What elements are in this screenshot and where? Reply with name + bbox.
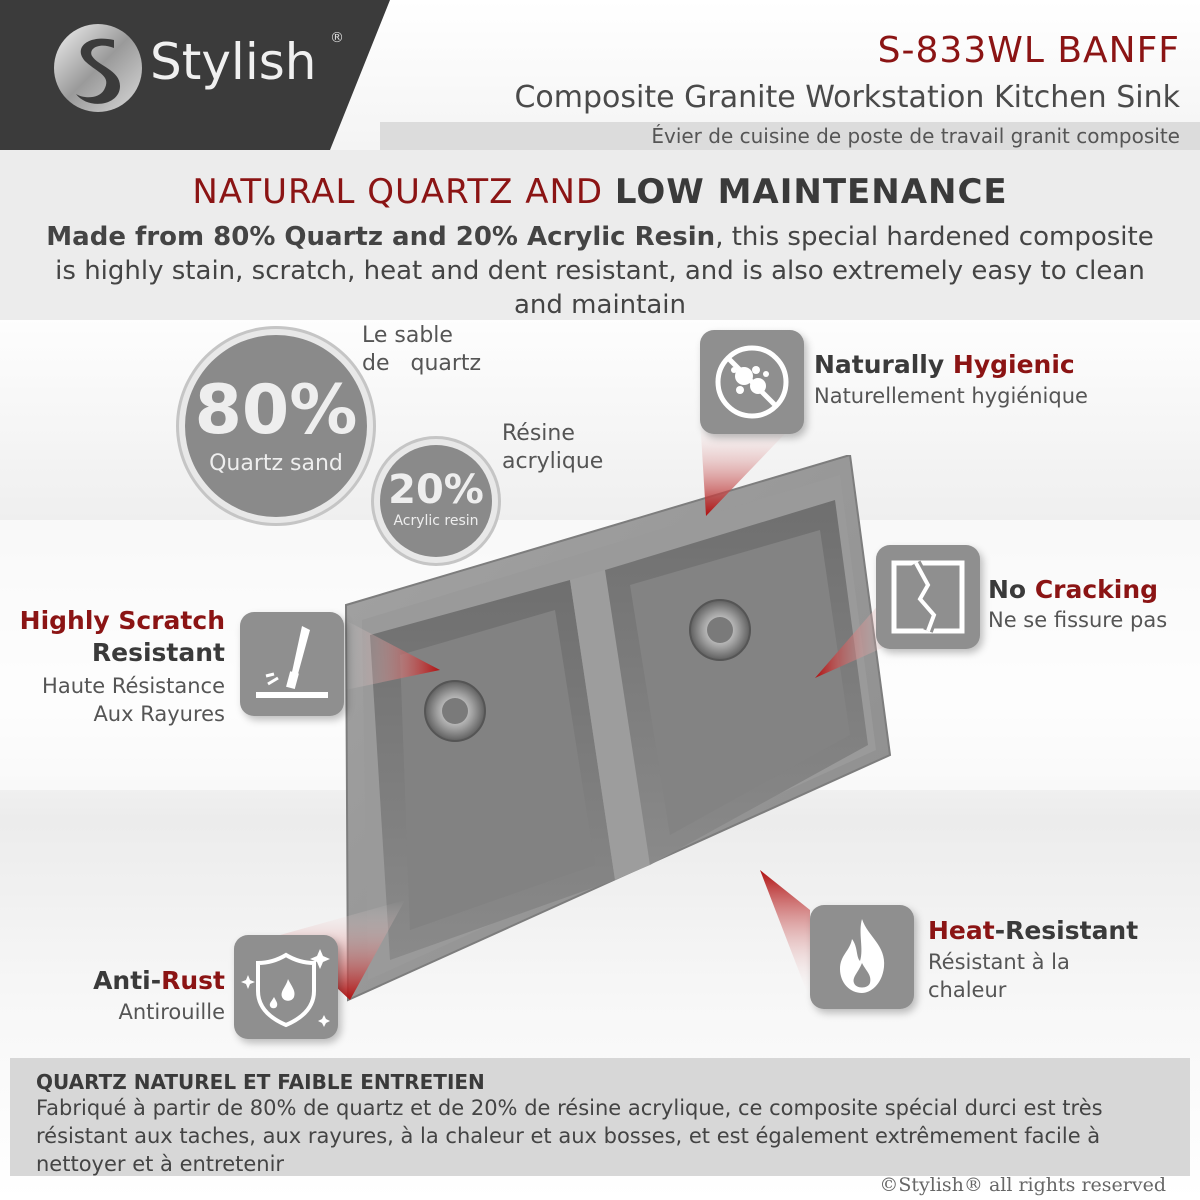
quartz-percent: 80% xyxy=(194,371,358,450)
model-number: S-833WL BANFF xyxy=(877,30,1180,71)
headline-part1: NATURAL QUARTZ AND xyxy=(192,172,615,212)
cracking-title-a: No xyxy=(988,575,1035,604)
heat-title-b: -Resistant xyxy=(994,916,1139,945)
resin-fr-label xyxy=(502,420,603,476)
headline-part2: LOW MAINTENANCE xyxy=(614,172,1008,212)
product-name: Composite Granite Workstation Kitchen Sink xyxy=(514,80,1180,115)
intro-rest: , this special hardened composite is highly stain, scratch, heat and dent resistant, and is also extremely easy to clean and maintain xyxy=(55,222,1154,320)
scratch-fr-line1: Haute Résistance xyxy=(42,674,225,698)
beam-heat xyxy=(760,870,810,1000)
rust-title-b: Rust xyxy=(161,966,225,995)
copyright: ©Stylish® all rights reserved xyxy=(879,1174,1166,1196)
resin-circle xyxy=(380,445,492,557)
scratch-title xyxy=(20,606,225,667)
product-name-fr: Évier de cuisine de poste de travail granit composite xyxy=(651,124,1180,148)
quartz-fr-line1: Le sable xyxy=(362,323,453,348)
heat-fr xyxy=(928,948,1070,1004)
cracking-fr: Ne se fissure pas xyxy=(988,608,1168,632)
hygienic-title-a: Naturally xyxy=(814,350,953,379)
scratch-fr xyxy=(42,672,225,728)
heat-fr-line1: Résistant à la xyxy=(928,950,1070,974)
scratch-fr-line2: Aux Rayures xyxy=(93,702,225,726)
resin-fr-line1: Résine xyxy=(502,421,575,446)
quartz-fr-line2: de quartz xyxy=(362,351,482,376)
rust-title-a: Anti- xyxy=(93,966,162,995)
quartz-fr-label xyxy=(362,322,481,378)
cracking-tile xyxy=(876,545,980,649)
knife-scratch-icon xyxy=(240,612,344,716)
cracking-title xyxy=(988,575,1158,604)
heat-title-a: Heat xyxy=(928,916,995,945)
heat-title xyxy=(928,916,1138,945)
intro-bold: Made from 80% Quartz and 20% Acrylic Resin xyxy=(46,222,716,252)
flame-icon xyxy=(810,905,914,1009)
shield-droplets-icon xyxy=(234,935,338,1039)
scratch-title-b: Resistant xyxy=(91,638,225,667)
resin-percent: 20% xyxy=(388,467,484,513)
hygienic-title xyxy=(814,350,1075,379)
cracking-title-b: Cracking xyxy=(1034,575,1159,604)
quartz-label: Quartz sand xyxy=(209,451,343,476)
beam-scratch xyxy=(345,620,440,690)
brand-name: Stylish xyxy=(150,33,317,91)
footer-title: QUARTZ NATUREL ET FAIBLE ENTRETIEN xyxy=(36,1070,485,1094)
resin-fr-line2: acrylique xyxy=(502,449,604,474)
no-bacteria-icon xyxy=(700,330,804,434)
hygienic-tile xyxy=(700,330,804,434)
heat-fr-line2: chaleur xyxy=(928,978,1007,1002)
hygienic-title-b: Hygienic xyxy=(952,350,1075,379)
scratch-tile xyxy=(240,612,344,716)
hygienic-fr: Naturellement hygiénique xyxy=(814,384,1088,408)
footer-text: Fabriqué à partir de 80% de quartz et de 20% de résine acrylique, ce composite spécial durci est très résistant aux taches, aux rayures, à la chaleur et aux bosses, et est également extrêmement facile à nettoyer et à entretenir xyxy=(36,1096,1103,1176)
quartz-circle xyxy=(185,335,367,517)
rust-fr: Antirouille xyxy=(118,1000,225,1024)
scratch-title-a: Highly Scratch xyxy=(19,606,225,635)
rust-title xyxy=(93,966,225,995)
registered-mark: ® xyxy=(330,30,344,46)
heat-tile xyxy=(810,905,914,1009)
rust-tile xyxy=(234,935,338,1039)
crack-icon xyxy=(876,545,980,649)
resin-label: Acrylic resin xyxy=(393,513,479,529)
